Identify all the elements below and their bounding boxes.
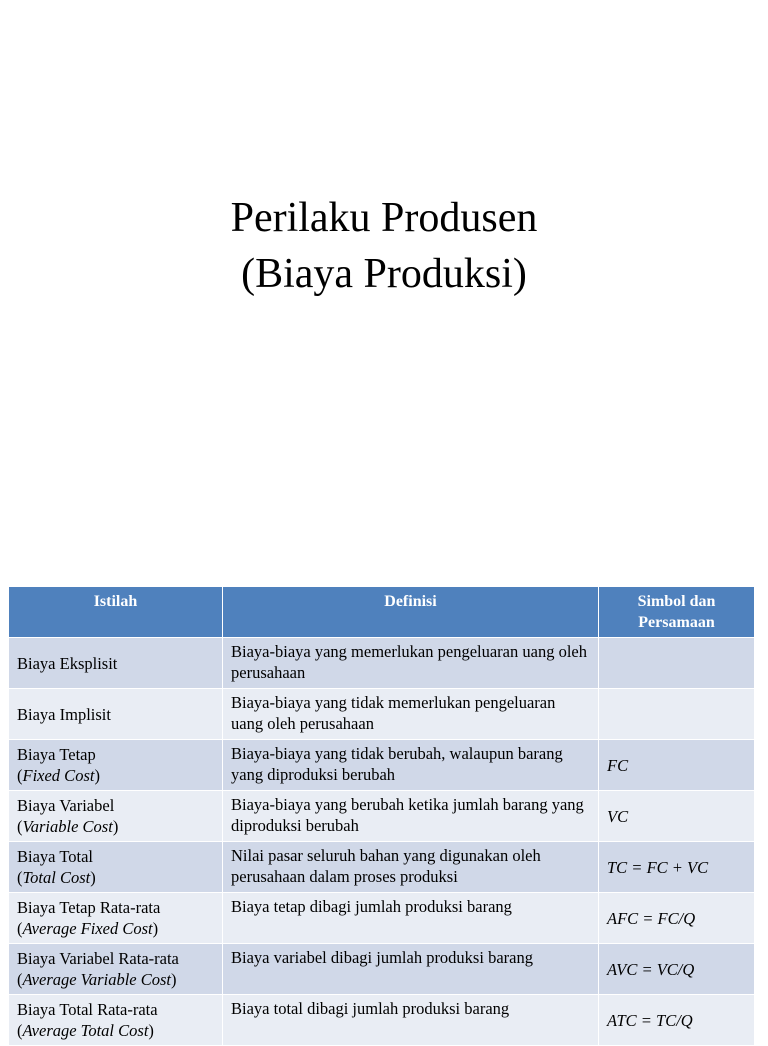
term-cell: Biaya Total Rata-rata (Average Total Cost) <box>9 995 223 1046</box>
header-term: Istilah <box>9 587 223 638</box>
definition-cell: Biaya-biaya yang memerlukan pengeluaran uang oleh perusahaan <box>223 638 599 689</box>
table-row <box>9 944 755 995</box>
symbol-cell: ATC = TC/Q <box>599 995 755 1046</box>
table-row <box>9 638 755 689</box>
table-row <box>9 893 755 944</box>
term: Biaya Tetap Rata-rata <box>17 898 161 917</box>
definition-cell: Biaya-biaya yang tidak berubah, walaupun barang yang diproduksi berubah <box>223 740 599 791</box>
symbol-cell: AFC = FC/Q <box>599 893 755 944</box>
term-english: Fixed Cost <box>22 766 95 785</box>
term-cell: Biaya Tetap Rata-rata (Average Fixed Cost) <box>9 893 223 944</box>
symbol-cell: VC <box>599 791 755 842</box>
definition-cell: Biaya-biaya yang berubah ketika jumlah barang yang diproduksi berubah <box>223 791 599 842</box>
table-row <box>9 740 755 791</box>
table-row <box>9 689 755 740</box>
definition-cell: Biaya total dibagi jumlah produksi barang <box>223 995 599 1046</box>
term: Biaya Total <box>17 847 93 866</box>
definition-cell: Biaya-biaya yang tidak memerlukan pengeluaran uang oleh perusahaan <box>223 689 599 740</box>
definition-cell: Nilai pasar seluruh bahan yang digunakan oleh perusahaan dalam proses produksi <box>223 842 599 893</box>
term: Biaya Implisit <box>17 704 111 724</box>
term: Biaya Variabel Rata-rata <box>17 949 179 968</box>
table-row <box>9 995 755 1046</box>
term-cell <box>9 638 223 689</box>
cost-terms-table <box>8 586 755 1046</box>
header-symbol <box>599 587 755 638</box>
term-cell: Biaya Variabel (Variable Cost) <box>9 791 223 842</box>
term: Biaya Variabel <box>17 796 115 815</box>
symbol-cell: AVC = VC/Q <box>599 944 755 995</box>
title-line-1: Perilaku Produsen <box>230 195 538 241</box>
term-cell: Biaya Tetap (Fixed Cost) <box>9 740 223 791</box>
header-definition: Definisi <box>223 587 599 638</box>
term: Biaya Total Rata-rata <box>17 1000 158 1019</box>
header-symbol-line-2: Persamaan <box>638 614 715 631</box>
definition-cell: Biaya tetap dibagi jumlah produksi barang <box>223 893 599 944</box>
term-english: Average Fixed Cost <box>22 919 153 938</box>
term-english: Variable Cost <box>22 817 113 836</box>
symbol-cell: TC = FC + VC <box>599 842 755 893</box>
term: Biaya Tetap <box>17 745 96 764</box>
header-symbol-line-1: Simbol dan <box>637 593 716 610</box>
term-english: Total Cost <box>22 868 91 887</box>
table-row <box>9 842 755 893</box>
symbol-cell <box>599 638 755 689</box>
symbol-cell <box>599 689 755 740</box>
title-line-2: (Biaya Produksi) <box>241 251 527 297</box>
term-english: Average Variable Cost <box>22 970 171 989</box>
table-header-row <box>9 587 755 638</box>
term-cell <box>9 689 223 740</box>
table-row <box>9 791 755 842</box>
term-cell: Biaya Variabel Rata-rata (Average Variable Cost) <box>9 944 223 995</box>
term: Biaya Eksplisit <box>17 653 118 673</box>
definition-cell: Biaya variabel dibagi jumlah produksi barang <box>223 944 599 995</box>
cost-terms-table-container <box>8 586 754 1040</box>
symbol-cell: FC <box>599 740 755 791</box>
slide-title <box>0 190 768 302</box>
term-cell: Biaya Total (Total Cost) <box>9 842 223 893</box>
term-english: Average Total Cost <box>22 1021 149 1040</box>
